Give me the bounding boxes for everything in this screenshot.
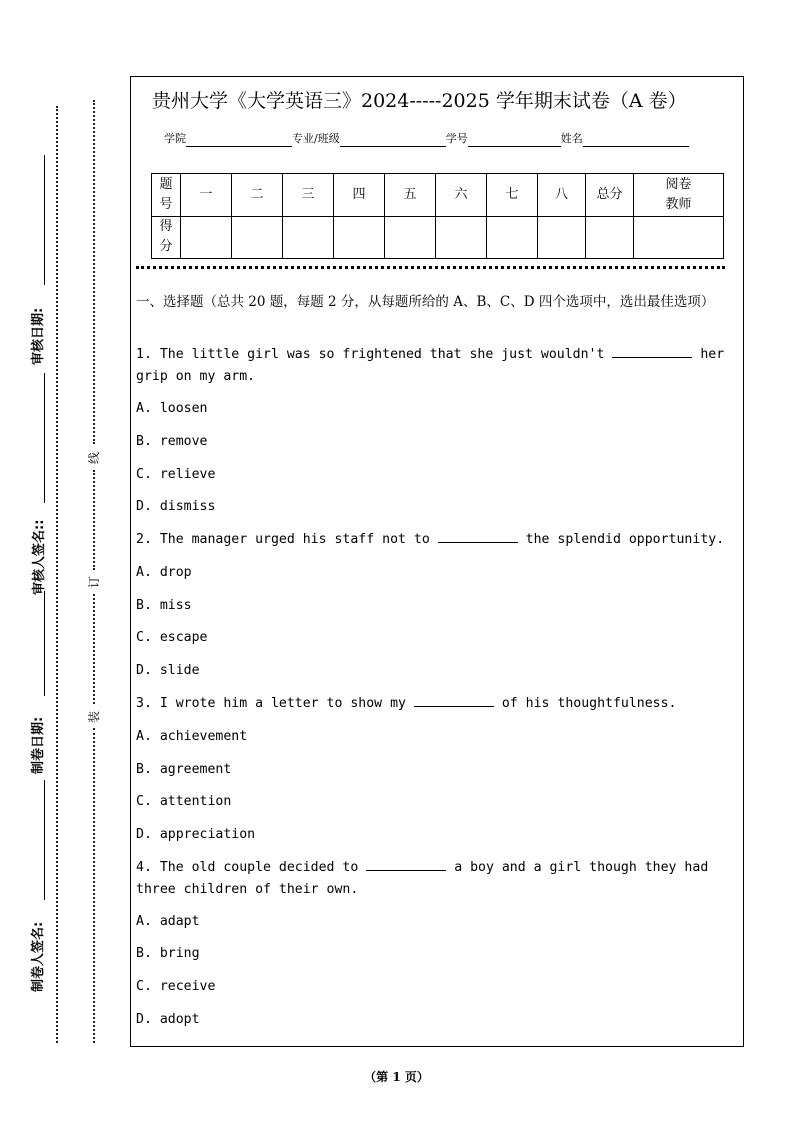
question-4-option-d[interactable]: D. adopt [136,1012,200,1027]
question-2-option-c[interactable]: C. escape [136,630,208,645]
question-1-option-d[interactable]: D. dismiss [136,499,216,514]
question-number-label: 题号 [152,174,181,217]
make-date-line [44,591,45,696]
question-3-option-d[interactable]: D. appreciation [136,827,256,842]
maker-sign-line [44,780,45,900]
student-info-row [164,131,689,147]
question-3-option-b[interactable]: B. agreement [136,762,232,777]
question-4-option-c[interactable]: C. receive [136,979,216,994]
col-header-grader: 阅卷教师 [634,174,724,217]
question-1-option-c[interactable]: C. relieve [136,467,216,482]
col-header: 六 [436,174,487,217]
question-2-blank[interactable] [438,530,518,543]
question-3-before: 3. I wrote him a letter to show my [136,696,414,711]
score-table-header-row [152,174,724,217]
student-id-label: 学号 [445,132,468,145]
score-cell[interactable] [334,216,385,259]
score-cell[interactable] [436,216,487,259]
question-4-blank[interactable] [366,858,446,871]
question-1 [136,344,742,388]
col-header: 四 [334,174,385,217]
score-cell[interactable] [181,216,232,259]
score-cell-grader[interactable] [634,216,724,259]
score-cell[interactable] [283,216,334,259]
name-label: 姓名 [560,132,583,145]
question-3-blank[interactable] [414,694,494,707]
binding-bind-char: 订 [87,575,101,588]
student-id-field[interactable] [468,132,561,147]
col-header: 三 [283,174,334,217]
page-number: （第 1 页） [364,1070,429,1084]
reviewer-sign-line [44,373,45,503]
question-1-after: her grip on my arm. [136,347,725,384]
question-1-option-a[interactable]: A. loosen [136,401,208,416]
binding-line-char: 线 [87,451,101,464]
review-date-label: 审核日期: [31,307,46,365]
question-4-after: a boy and a girl though they had three children of their own. [136,860,709,897]
question-4-option-b[interactable]: B. bring [136,946,200,961]
score-cell[interactable] [232,216,283,259]
question-4-before: 4. The old couple decided to [136,860,367,875]
question-4 [136,857,742,901]
score-cell-total[interactable] [586,216,634,259]
question-4-option-a[interactable]: A. adapt [136,914,200,929]
question-2-option-a[interactable]: A. drop [136,565,192,580]
outer-dotted-line [56,106,58,1043]
col-header-total: 总分 [586,174,634,217]
review-date-line [44,155,45,285]
score-cell[interactable] [538,216,586,259]
maker-sign-label: 制卷人签名: [31,921,46,992]
col-header: 五 [385,174,436,217]
col-header: 一 [181,174,232,217]
question-3-after: of his thoughtfulness. [493,696,677,711]
binding-dotted-line [93,594,95,704]
section-divider [136,266,725,269]
question-2-before: 2. The manager urged his staff not to [136,532,438,547]
name-field[interactable] [583,132,689,147]
score-cell[interactable] [385,216,436,259]
college-label: 学院 [164,132,186,145]
question-2-after: the splendid opportunity. [517,532,725,547]
college-field[interactable] [186,132,292,147]
score-table-score-row [152,216,724,259]
binding-dotted-line [93,728,95,1043]
major-field[interactable] [340,132,446,147]
binding-fold-char: 装 [87,710,101,723]
question-2-option-d[interactable]: D. slide [136,663,200,678]
question-1-before: 1. The little girl was so frightened that she just wouldn't [136,347,613,362]
question-1-option-b[interactable]: B. remove [136,434,208,449]
score-table [151,173,724,259]
binding-dotted-line [93,470,95,570]
major-label: 专业/班级 [292,132,340,145]
section1-heading: 一、选择题（总共 20 题，每题 2 分，从每题所给的 A、B、C、D 四个选项中，选出最佳选项） [136,294,715,310]
reviewer-sign-label: 审核人签名:: [32,519,47,595]
question-3-option-a[interactable]: A. achievement [136,729,248,744]
col-header: 二 [232,174,283,217]
make-date-label: 制卷日期: [31,716,46,774]
question-3-option-c[interactable]: C. attention [136,794,232,809]
question-2 [136,529,742,551]
score-label: 得分 [152,216,181,259]
question-2-option-b[interactable]: B. miss [136,598,192,613]
binding-dotted-line [93,100,95,444]
score-cell[interactable] [487,216,538,259]
exam-title: 贵州大学《大学英语三》2024-----2025 学年期末试卷（A 卷） [152,90,687,112]
question-1-blank[interactable] [612,345,692,358]
col-header: 八 [538,174,586,217]
question-3 [136,693,742,715]
col-header: 七 [487,174,538,217]
